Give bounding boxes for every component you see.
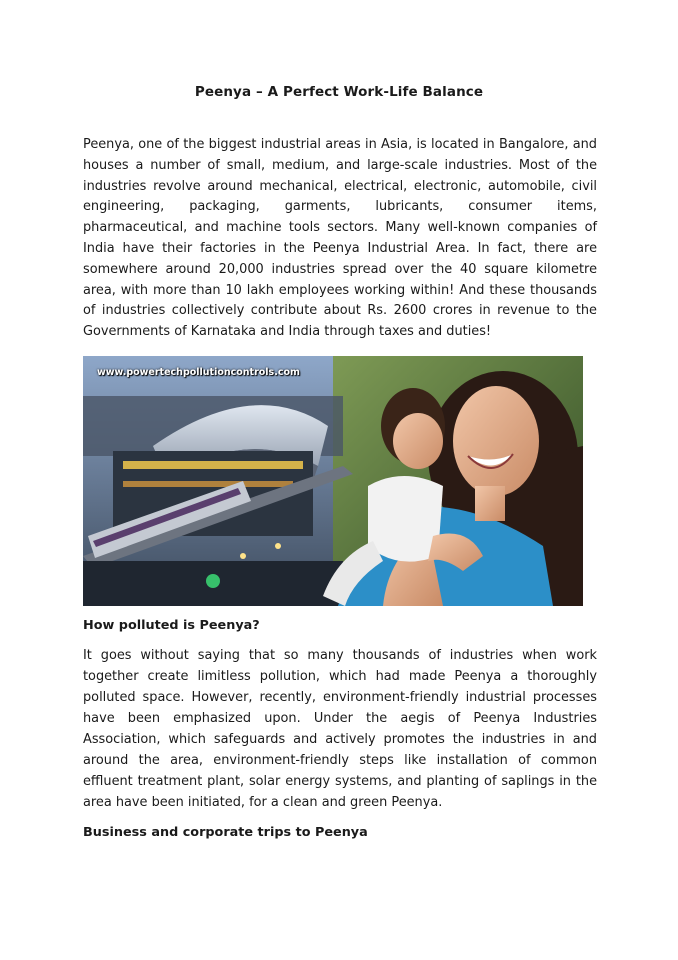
page-title: Peenya – A Perfect Work-Life Balance	[194, 84, 484, 100]
image-watermark: www.powertechpollutioncontrols.com	[97, 367, 300, 378]
metro-and-family-illustration	[83, 356, 583, 606]
pollution-paragraph: It goes without saying that so many thousands of industries when work together create limitless pollution, which had made Peenya a thoroughly polluted space. However, recently, environment-friendly industrial processes have been emphasized upon. Under the aegis of Peenya Industries Association, which safeguards and actively promotes the industries in and around the area, environment-friendly steps like installation of common effluent treatment plant, solar energy systems, and planting of saplings in the area have been initiated, for a clean and green Peenya.	[83, 648, 597, 810]
section-heading-pollution: How polluted is Peenya?	[83, 618, 260, 633]
intro-paragraph: Peenya, one of the biggest industrial areas in Asia, is located in Bangalore, and houses a number of small, medium, and large-scale industries. Most of the industries revolve around mechanical, electrical, electronic, automobile, civil engineering, packaging, garments, lubricants, consumer items, pharmaceutical, and machine tools sectors. Many well-known companies of India have their factories in the Peenya Industrial Area. In fact, there are somewhere around 20,000 industries spread over the 40 square kilometre area, with more than 10 lakh employees working within! And these thousands of industries collectively contribute about Rs. 2600 crores in revenue to the Governments of Karnataka and India through taxes and duties!	[83, 137, 597, 340]
article-photo	[83, 356, 583, 606]
section-heading-business-trips: Business and corporate trips to Peenya	[83, 825, 368, 840]
